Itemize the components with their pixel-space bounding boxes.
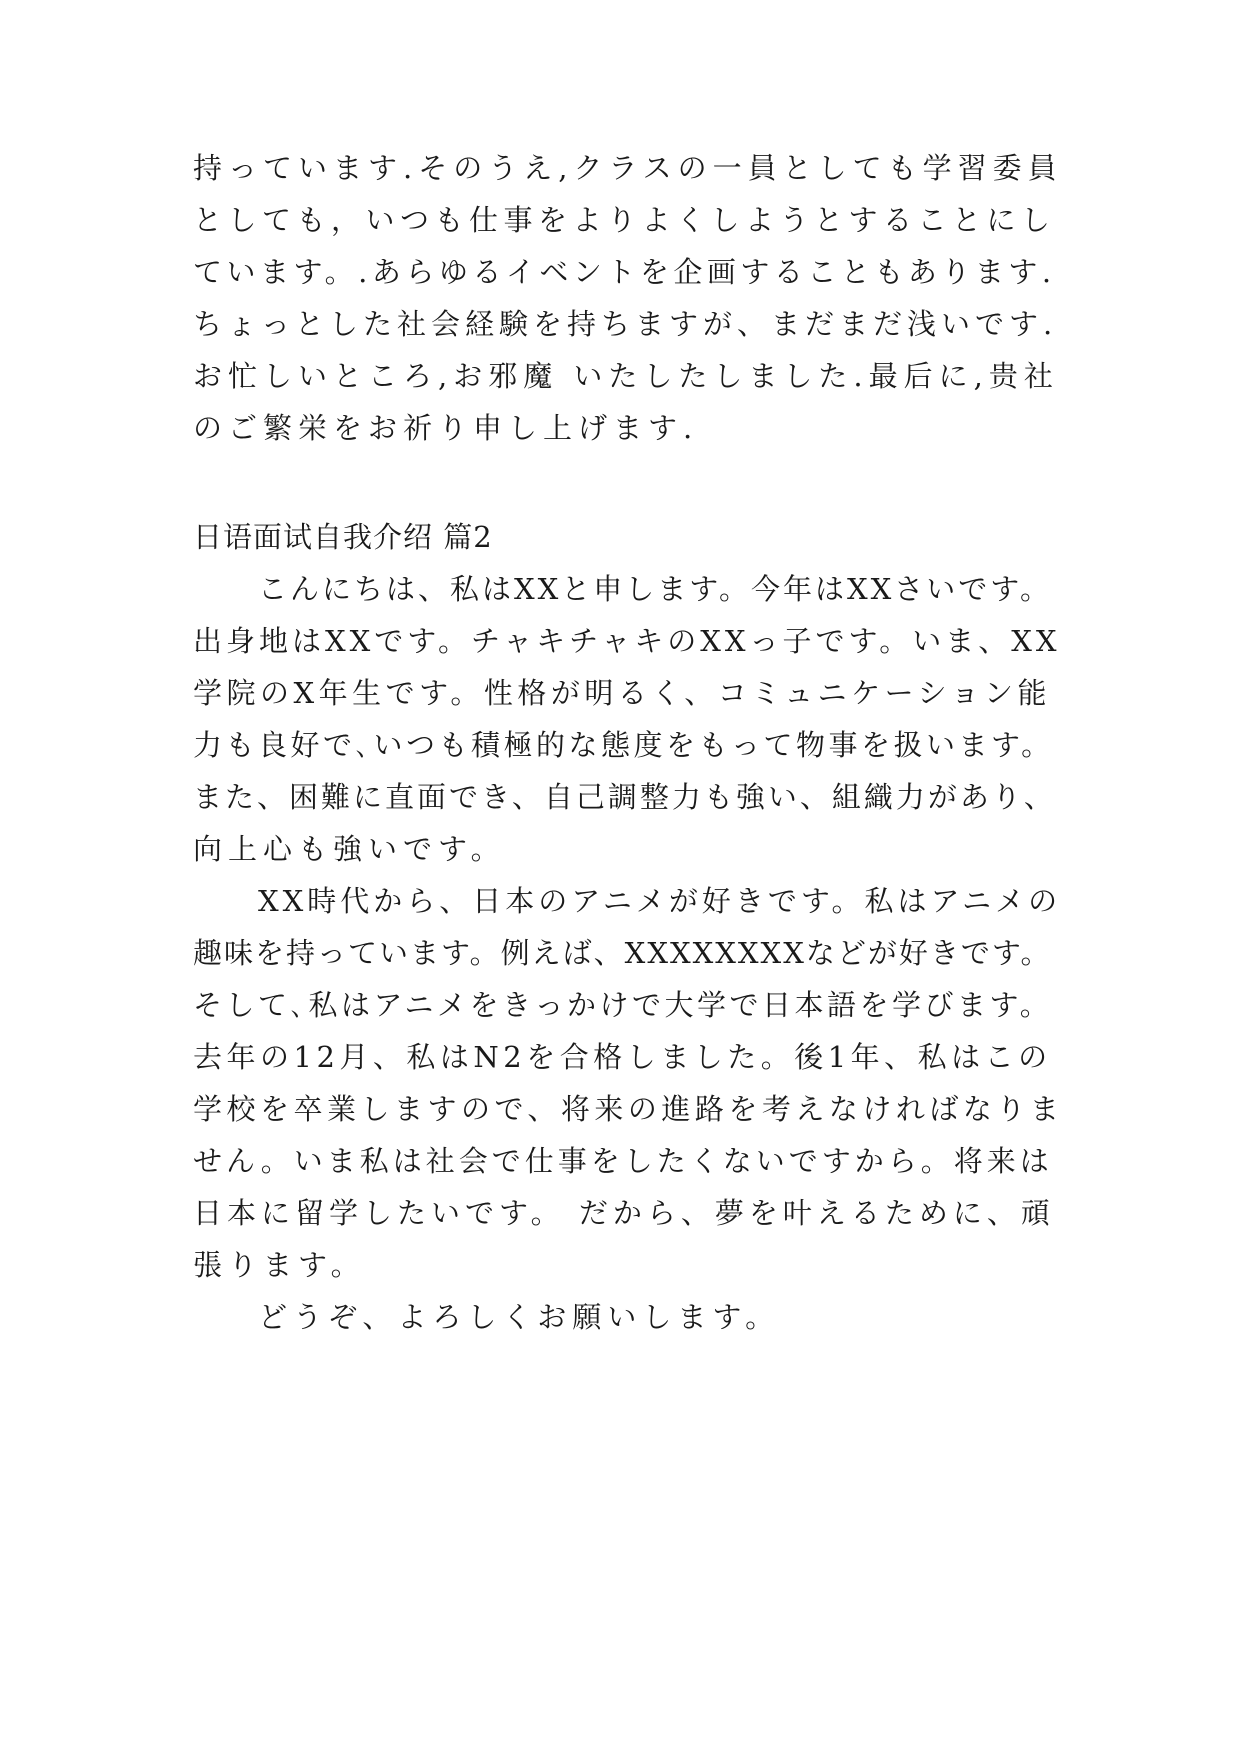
para2-line-7: 日本に留学したいです。 だから、夢を叶えるために、頑: [193, 1196, 1055, 1230]
para1-line-1: こんにちは、私はXXと申します。今年はXXさいです。: [258, 572, 1052, 606]
para2-line-3: そして､私はアニメをきっかけで大学で日本語を学びます。: [193, 988, 1053, 1022]
para2-line-8: 張ります。: [193, 1248, 366, 1282]
intro-line-4: ちょっとした社会経験を持ちますが、まだまだ浅いです.: [193, 307, 1058, 341]
intro-line-6: のご繁栄をお祈り申し上げます.: [193, 411, 699, 445]
intro-line-3: ています。.あらゆるイベントを企画することもあります.: [193, 255, 1056, 289]
para1-line-5: また、困難に直面でき、自己調整力も強い、組織力があり、: [193, 780, 1056, 814]
para1-line-3: 学院のX年生です。性格が明るく、コミュニケーション能: [193, 676, 1052, 710]
intro-line-5: お忙しいところ,お邪魔 いたしたしました.最后に,贵社: [193, 359, 1059, 393]
section-title: 日语面试自我介绍 篇2: [193, 520, 493, 554]
closing-line: どうぞ、よろしくお願いします。: [258, 1300, 781, 1334]
intro-line-1: 持っています.そのうえ,クラスの一員としても学習委員: [193, 151, 1063, 185]
para1-line-4: 力も良好で､いつも積極的な態度をもって物事を扱います。: [193, 728, 1054, 762]
para1-line-6: 向上心も強いです。: [193, 832, 506, 866]
para2-line-2: 趣味を持っています。例えば、XXXXXXXXなどが好きです。: [193, 936, 1052, 970]
para2-line-4: 去年の12月、私はN2を合格しました。後1年、私はこの: [193, 1040, 1052, 1074]
para1-line-2: 出身地はXXです。チャキチャキのXXっ子です。いま、XX: [193, 624, 1061, 658]
intro-line-2: としても，いつも仕事をよりよくしようとすることにし: [193, 203, 1056, 237]
para2-line-6: せん。いま私は社会で仕事をしたくないですから。将来は: [193, 1144, 1053, 1178]
para2-line-5: 学校を卒業しますので、将来の進路を考えなければなりま: [193, 1092, 1064, 1126]
para2-line-1: XX時代から、日本のアニメが好きです。私はアニメの: [258, 884, 1062, 918]
